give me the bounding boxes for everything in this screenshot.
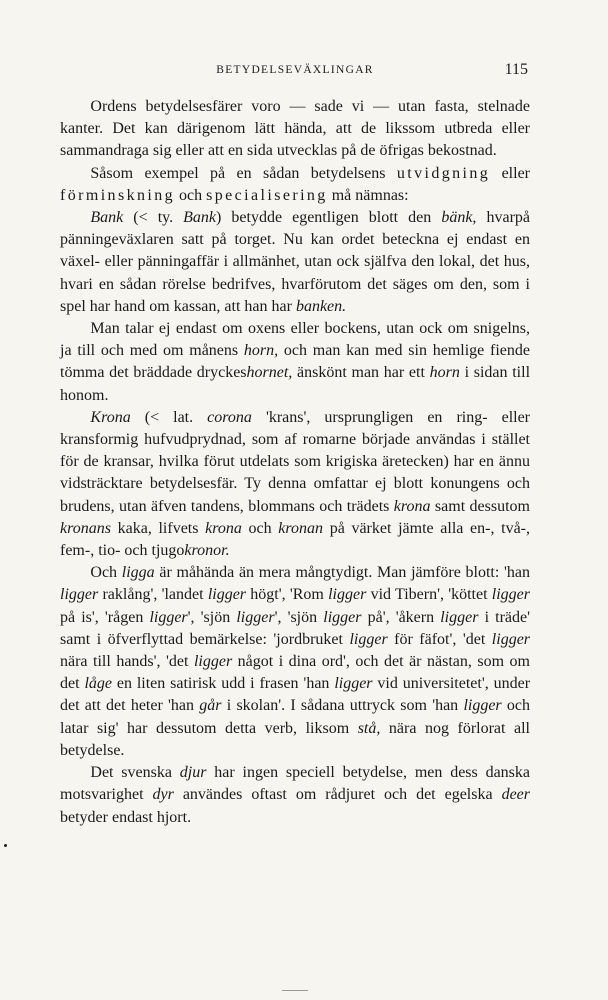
- text-run: eller: [490, 164, 530, 182]
- italic-word: hornet,: [246, 364, 293, 382]
- text-run: och: [241, 519, 279, 537]
- text-run: må nämnas:: [327, 186, 409, 204]
- italic-word: bänk,: [441, 209, 477, 227]
- text-run: ) betydde egentligen blott den: [216, 209, 442, 227]
- text-run: kaka, lifvets: [110, 519, 206, 537]
- paragraph: [60, 163, 530, 207]
- italic-word: låge: [84, 675, 112, 693]
- body-text: [60, 96, 530, 829]
- italic-word: horn: [429, 364, 460, 382]
- bottom-rule: [282, 990, 308, 991]
- text-run: ', 'sjön: [187, 608, 237, 626]
- italic-word: Krona: [90, 408, 131, 426]
- paragraph: [60, 407, 530, 562]
- text-run: Man talar ej endast om oxens eller bockens, utan ock om snigelns, ja till och med om månens: [60, 320, 530, 360]
- text-run: och man kan med sin hemlige fiende tömma det bräddade dryckes: [60, 342, 531, 382]
- text-run: hvarpå pänningeväxlaren satt på torget. Nu kan ordet beteckna ej endast en växel- eller pänningaffär i allmänhet, utan ock själfva den lokal, det hus, hvari en sådan rörelse bedrifves, hvarförutom det säges om den, som i spel har hand om kassan, att han har: [60, 209, 530, 315]
- text-run: Ordens betydelsesfärer voro — sade vi — utan fasta, stelnade kanter. Det kan därigenom lätt hända, att de likssom utbreda eller sammandraga sig eller att en sida utvecklas på de öfrigas bekostnad.: [60, 98, 530, 160]
- italic-word: ligger: [349, 630, 388, 648]
- text-run: i skolan'. I sådana uttryck som 'han: [221, 697, 464, 715]
- italic-word: dyr: [152, 786, 174, 804]
- italic-word: ligger: [440, 608, 479, 626]
- text-run: vid universitetet', under det att det heter 'han: [60, 675, 531, 715]
- italic-word: Bank: [183, 209, 217, 227]
- text-run: betyder endast hjort.: [60, 808, 192, 826]
- italic-word: ligger: [334, 675, 373, 693]
- text-run: och: [175, 186, 207, 204]
- text-run: änskönt man har ett: [292, 364, 430, 382]
- italic-word: ligger: [60, 586, 99, 604]
- text-run: raklång', 'landet: [98, 586, 208, 604]
- text-run: (< lat.: [130, 408, 208, 426]
- text-run: har ingen speciell betydelse, men dess danska motsvarighet: [60, 764, 531, 804]
- italic-word: krona: [205, 519, 242, 537]
- italic-word: ligger: [491, 630, 531, 648]
- italic-word: ligger: [328, 586, 367, 604]
- ink-speck: [4, 844, 7, 847]
- text-run: Och: [90, 564, 122, 582]
- text-run: för fäfot', 'det: [387, 630, 492, 648]
- italic-word: stå,: [357, 719, 381, 737]
- italic-word: horn,: [243, 342, 279, 360]
- spaced-emphasis: förminskning: [60, 186, 176, 204]
- italic-word: banken.: [295, 297, 347, 315]
- text-run: användes oftast om rådjuret och det egelska: [173, 786, 502, 804]
- text-run: på', 'åkern: [361, 608, 441, 626]
- text-run: och latar sig' har dessutom detta verb, liksom: [60, 697, 531, 737]
- text-run: ', 'sjön: [274, 608, 324, 626]
- running-head: BETYDELSEVÄXLINGAR: [216, 64, 374, 76]
- paragraph: [60, 318, 530, 407]
- italic-word: ligger: [207, 586, 247, 604]
- page-number: 115: [504, 61, 528, 78]
- page-header: [60, 61, 530, 86]
- text-run: något i dina ord', och det är nästan, som om det: [60, 653, 530, 693]
- paragraph: [60, 762, 530, 829]
- text-run: i sidan till honom.: [60, 364, 531, 404]
- italic-word: djur: [179, 764, 207, 782]
- italic-word: kronor.: [184, 542, 230, 560]
- text-run: på is', 'rågen: [60, 608, 150, 626]
- text-run: i träde' samt i öfverflyttad bemärkelse: 'jordbruket: [60, 608, 530, 648]
- text-run: samt dessutom: [430, 497, 530, 515]
- italic-word: ligger: [491, 586, 530, 604]
- spaced-emphasis: specialisering: [206, 186, 328, 204]
- italic-word: ligga: [121, 564, 155, 582]
- spaced-emphasis: utvidgning: [396, 164, 491, 182]
- text-run: är måhända än mera mångtydigt. Man jämföre blott: 'han: [154, 564, 531, 582]
- italic-word: ligger: [236, 608, 275, 626]
- italic-word: kronan: [278, 519, 324, 537]
- text-run: på värket jämte alla en-, två-, fem-, tio- och tjugo: [60, 519, 530, 560]
- text-run: vid Tibern', 'köttet: [366, 586, 492, 604]
- italic-word: corona: [207, 408, 252, 426]
- text-run: Det svenska: [90, 764, 180, 782]
- text-run: nära nog förlorat all betydelse.: [60, 719, 531, 759]
- text-run: (< ty.: [123, 209, 184, 227]
- text-run: en liten satirisk udd i frasen 'han: [111, 675, 335, 693]
- italic-word: går: [199, 697, 222, 715]
- paragraph: [60, 562, 530, 762]
- paragraph: [60, 207, 530, 318]
- text-run: 'krans', ursprungligen en ring- eller kransformig hufvudprydnad, som af romarne började användas i stället för de kransar, hvilka förut utdelats som krigiska äretecken) har en ännu vidsträcktare betydelsesfär. Ty denna omfattar ej blott konungens och brudens, utan äfven tandens, blommans och trädets: [60, 408, 531, 515]
- italic-word: ligger: [323, 608, 362, 626]
- text-run: högt', 'Rom: [246, 586, 329, 604]
- italic-word: krona: [393, 497, 431, 515]
- italic-word: ligger: [149, 608, 188, 626]
- text-run: nära till hands', 'det: [60, 653, 194, 671]
- paragraph: [60, 96, 530, 163]
- italic-word: ligger: [463, 697, 502, 715]
- italic-word: kronans: [60, 519, 111, 537]
- text-run: Såsom exempel på en sådan betydelsens: [90, 164, 397, 182]
- italic-word: Bank: [90, 209, 124, 227]
- italic-word: ligger: [193, 653, 233, 671]
- italic-word: deer: [501, 786, 530, 804]
